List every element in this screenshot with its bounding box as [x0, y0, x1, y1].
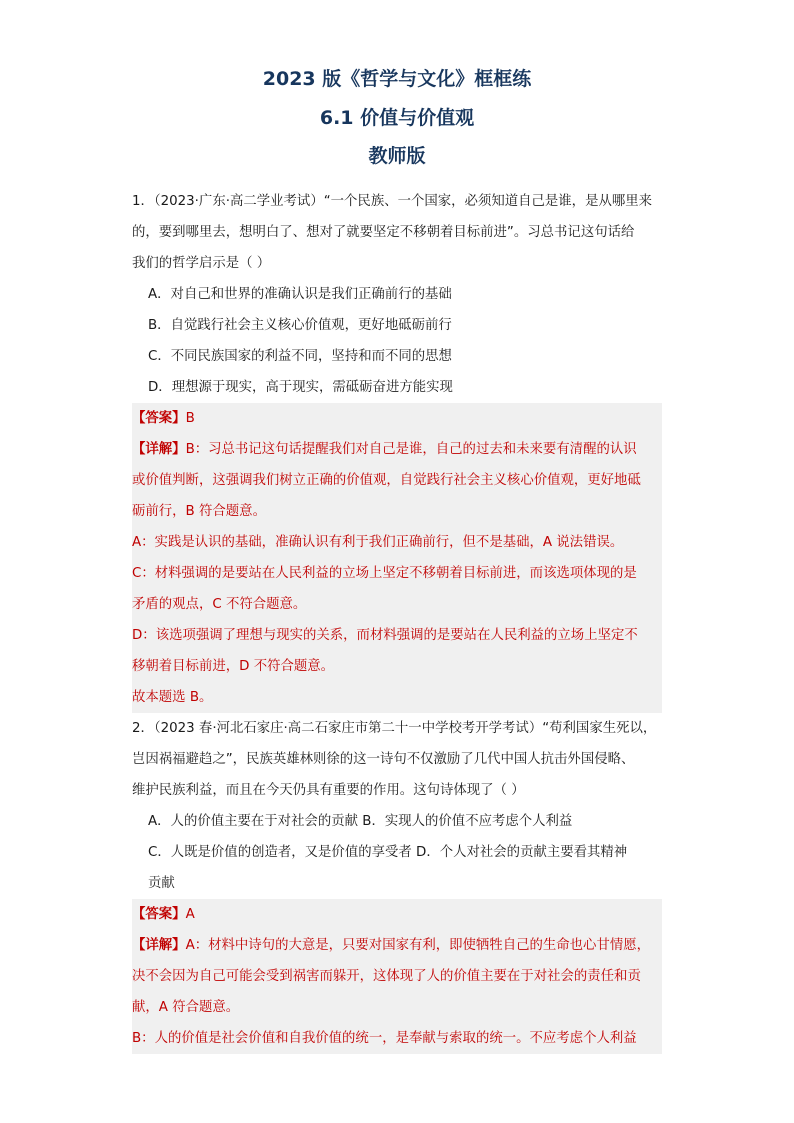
lesson-title: 6.1 价值与价值观 [319, 107, 475, 129]
detail-line: B：人的价值是社会价值和自我价值的统一，是奉献与索取的统一。不应考虑个人利益 [132, 1031, 637, 1046]
answer-block [132, 899, 662, 1054]
option-d: D．理想源于现实，高于现实，需砥砺奋进方能实现 [148, 380, 453, 395]
option-c: C．不同民族国家的利益不同，坚持和而不同的思想 [148, 349, 452, 364]
detail-line: 决不会因为自己可能会受到祸害而躲开，这体现了人的价值主要在于对社会的责任和贡 [132, 969, 641, 984]
question-stem-line: 维护民族利益，而且在今天仍具有重要的作用。这句诗体现了（ ） [132, 783, 525, 798]
option-row-cd: C．人既是价值的创造者，又是价值的享受者 D．个人对社会的贡献主要看其精神 [148, 845, 628, 860]
option-a: A．对自己和世界的准确认识是我们正确前行的基础 [148, 287, 452, 302]
document-header [0, 68, 794, 167]
detail-tag: 【详解】 [132, 938, 186, 953]
answer-block [132, 403, 662, 713]
question-stem-line: 我们的哲学启示是（ ） [132, 256, 271, 271]
question-2 [132, 713, 662, 1054]
detail-line: 献，A 符合题意。 [132, 1000, 240, 1015]
answer-line [132, 403, 662, 434]
answer-value: B [185, 411, 195, 426]
detail-line: 移朝着目标前进，D 不符合题意。 [132, 659, 335, 674]
answer-tag: 【答案】 [132, 411, 186, 426]
option-row-ab: A．人的价值主要在于对社会的贡献 B．实现人的价值不应考虑个人利益 [148, 814, 573, 829]
document-body [132, 186, 662, 1054]
detail-line: 【详解】A：材料中诗句的大意是，只要对国家有利，即使牺牲自己的生命也心甘情愿， [132, 938, 651, 953]
question-stem-line: 岂因祸福避趋之”，民族英雄林则徐的这一诗句不仅激励了几代中国人抗击外国侵略、 [132, 752, 635, 767]
question-stem-line: 2．（2023 春·河北石家庄·高二石家庄市第二十一中学校考开学考试）“苟利国家生死以， [132, 721, 657, 736]
question-stem-line: 1．（2023·广东·高二学业考试）“一个民族、一个国家，必须知道自己是谁，是从哪里来 [132, 194, 653, 209]
answer-tag: 【答案】 [132, 907, 186, 922]
option-d-continued: 贡献 [148, 876, 175, 891]
question-1 [132, 186, 662, 713]
answer-value: A [185, 907, 195, 922]
detail-line: 或价值判断，这强调我们树立正确的价值观，自觉践行社会主义核心价值观，更好地砥 [132, 473, 641, 488]
document-title: 2023 版《哲学与文化》框框练 [262, 68, 532, 90]
detail-line: 【详解】B：习总书记这句话提醒我们对自己是谁，自己的过去和未来要有清醒的认识 [132, 442, 637, 457]
detail-line: A：实践是认识的基础，准确认识有利于我们正确前行，但不是基础，A 说法错误。 [132, 535, 624, 550]
detail-line: C：材料强调的是要站在人民利益的立场上坚定不移朝着目标前进，而该选项体现的是 [132, 566, 637, 581]
edition-label: 教师版 [368, 145, 426, 167]
detail-line: 砺前行，B 符合题意。 [132, 504, 266, 519]
conclusion-line: 故本题选 B。 [132, 690, 213, 705]
detail-tag: 【详解】 [132, 442, 186, 457]
detail-line: D：该选项强调了理想与现实的关系，而材料强调的是要站在人民利益的立场上坚定不 [132, 628, 638, 643]
option-b: B．自觉践行社会主义核心价值观，更好地砥砺前行 [148, 318, 452, 333]
answer-line [132, 899, 662, 930]
detail-line: 矛盾的观点，C 不符合题意。 [132, 597, 307, 612]
question-stem-line: 的，要到哪里去，想明白了、想对了就要坚定不移朝着目标前进”。习总书记这句话给 [132, 225, 635, 240]
